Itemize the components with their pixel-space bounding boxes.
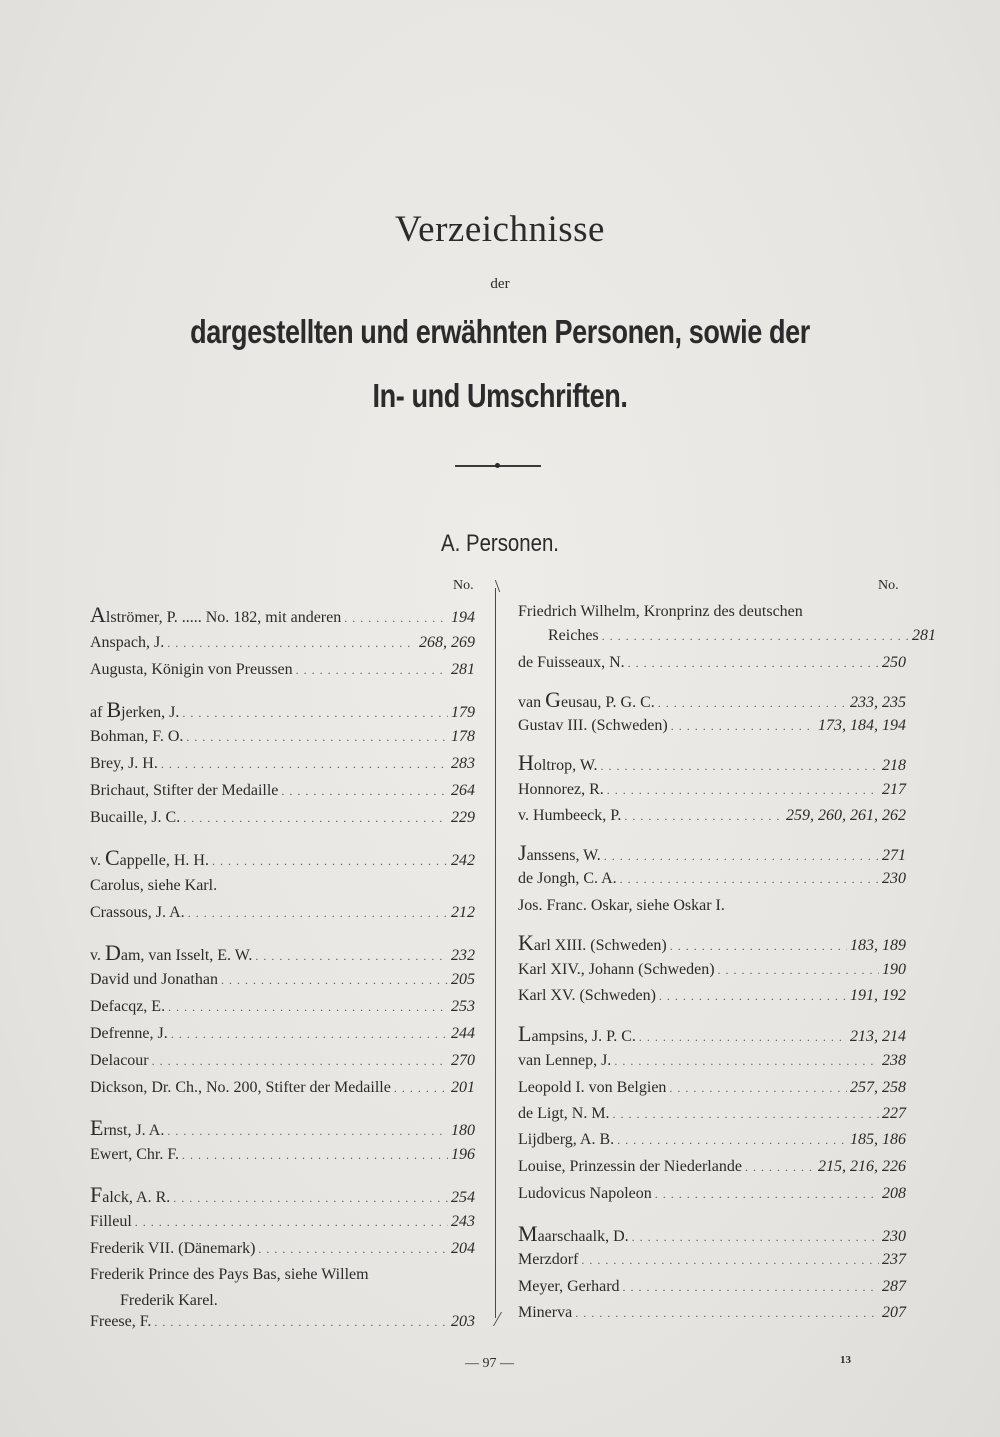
entry-number: 268, 269: [419, 634, 475, 651]
page-title: Verzeichnisse: [395, 209, 605, 250]
entry-initial: B: [106, 697, 122, 722]
entry-text: Leopold I. von Belgien: [518, 1079, 667, 1096]
entry-name: [90, 1115, 165, 1141]
entry-number: 218: [882, 757, 906, 774]
leader-dots: [186, 727, 448, 747]
entry-number: 250: [882, 654, 906, 671]
leader-dots: [745, 1157, 815, 1177]
index-entry: [518, 716, 906, 736]
entry-text: arl XIII. (Schweden): [533, 937, 667, 954]
entry-name: [518, 896, 725, 916]
entry-text: af: [90, 704, 107, 721]
index-entry: [518, 602, 906, 622]
entry-text: Friedrich Wilhelm, Kronprinz des deutschen: [518, 603, 803, 620]
entry-number: 230: [882, 870, 906, 887]
entry-name: [518, 960, 715, 980]
index-entry: [518, 1250, 906, 1270]
entry-name: [90, 1312, 151, 1332]
entry-name: [90, 1145, 179, 1165]
entry-text: v. Humbeeck, P.: [518, 807, 622, 824]
entry-text: Lijdberg, A. B.: [518, 1131, 615, 1148]
leader-dots: [613, 1104, 879, 1124]
column-divider-bottom: [485, 1312, 502, 1326]
entry-number: 180: [451, 1122, 475, 1139]
entry-name: [90, 1212, 132, 1232]
entry-text: Augusta, Königin von Preussen: [90, 661, 293, 678]
leader-dots: [188, 903, 448, 923]
entry-text: Bohman, F. O.: [90, 728, 184, 745]
entry-number: 179: [451, 704, 475, 721]
index-entry: [518, 653, 906, 673]
entry-name: [90, 781, 278, 801]
entry-name: [518, 1303, 572, 1323]
entry-number: 213, 214: [850, 1028, 906, 1045]
leader-dots: [607, 780, 879, 800]
entry-name: [518, 653, 625, 673]
leader-dots: [604, 846, 879, 866]
index-entry: [90, 660, 475, 680]
index-entry: [518, 1184, 906, 1204]
entry-number: 281: [912, 627, 936, 644]
index-entry: [90, 754, 475, 774]
entry-text: eusau, P. G. C.: [561, 694, 655, 711]
entry-number: 254: [451, 1189, 475, 1206]
leader-dots: [639, 1027, 847, 1047]
index-entry: [90, 1115, 475, 1141]
index-entry: [90, 997, 475, 1017]
leader-dots: [623, 1277, 879, 1297]
leader-dots: [173, 1188, 448, 1208]
index-entry: [90, 1024, 475, 1044]
index-entry: [90, 845, 475, 871]
leader-dots: [659, 986, 847, 1006]
entry-text: Louise, Prinzessin der Niederlande: [518, 1158, 742, 1175]
entry-name: [90, 997, 165, 1017]
leader-dots: [669, 1078, 847, 1098]
entry-text: van: [518, 694, 546, 711]
entry-number: 283: [451, 755, 475, 772]
entry-name: [518, 780, 604, 800]
entry-name: [518, 1184, 652, 1204]
entry-name: [518, 1051, 611, 1071]
leader-dots: [183, 808, 448, 828]
entry-initial: K: [518, 930, 534, 955]
entry-name: [518, 986, 656, 1006]
leader-dots: [581, 1250, 879, 1270]
entry-name: [518, 1078, 666, 1098]
entry-number: 232: [451, 947, 475, 964]
index-entry: [518, 896, 906, 916]
title-connector: der: [490, 276, 510, 292]
entry-name: [518, 1157, 742, 1177]
leader-dots: [154, 1312, 448, 1332]
index-entry: [90, 1291, 505, 1311]
entry-number: 207: [882, 1304, 906, 1321]
entry-text: Minerva: [518, 1304, 573, 1321]
entry-initial: C: [104, 845, 120, 870]
index-entry: [90, 1145, 475, 1165]
entry-text: Frederik Karel.: [120, 1292, 218, 1309]
entry-text: Brey, J. H.: [90, 755, 158, 772]
index-entry: [518, 1130, 906, 1150]
entry-number: 194: [451, 609, 475, 626]
entry-name: [90, 697, 180, 723]
leader-dots: [718, 960, 879, 980]
entry-number: 238: [882, 1052, 906, 1069]
entry-text: Karl XV. (Schweden): [518, 987, 656, 1004]
entry-name: [518, 930, 667, 956]
entry-number: 253: [451, 998, 475, 1015]
index-entry: [90, 876, 475, 896]
entry-name: [518, 1221, 629, 1247]
leader-dots: [632, 1227, 879, 1247]
entry-initial: L: [518, 1021, 532, 1046]
entry-text: ampsins, J. P. C.: [531, 1028, 636, 1045]
entry-text: Defacqz, E.: [90, 998, 166, 1015]
leader-dots: [167, 1121, 448, 1141]
index-entry: [518, 780, 906, 800]
entry-number: 233, 235: [850, 694, 906, 711]
entry-text: de Ligt, N. M.: [518, 1105, 610, 1122]
entry-name: [548, 626, 599, 646]
leader-dots: [617, 1130, 847, 1150]
entry-initial: D: [104, 940, 121, 965]
entry-number: 271: [882, 847, 906, 864]
entry-text: de Fuisseaux, N.: [518, 654, 625, 671]
index-entry: [518, 750, 906, 776]
entry-name: [90, 754, 158, 774]
entry-text: David und Jonathan: [90, 971, 218, 988]
index-entry: [518, 1104, 906, 1124]
leader-dots: [394, 1078, 448, 1098]
leader-dots: [670, 936, 847, 956]
leader-dots: [135, 1212, 448, 1232]
entry-text: v.: [90, 947, 105, 964]
entry-text: Honnorez, R.: [518, 781, 604, 798]
entry-text: de Jongh, C. A.: [518, 870, 617, 887]
leader-dots: [168, 997, 448, 1017]
entry-text: Brichaut, Stifter der Medaille: [90, 782, 279, 799]
leader-dots: [182, 1145, 448, 1165]
index-entry: [90, 602, 475, 628]
leader-dots: [161, 754, 448, 774]
leader-dots: [258, 1239, 448, 1259]
leader-dots: [658, 693, 847, 713]
entry-text: rnst, J. A.: [103, 1122, 165, 1139]
leader-dots: [255, 946, 448, 966]
entry-number: 185, 186: [850, 1131, 906, 1148]
leader-dots: [620, 869, 879, 889]
index-entry: [90, 1239, 475, 1259]
index-entry: [90, 940, 475, 966]
entry-text: Jos. Franc. Oskar, siehe Oskar I.: [518, 897, 725, 914]
entry-text: jerken, J.: [121, 704, 180, 721]
leader-dots: [182, 703, 448, 723]
entry-text: Meyer, Gerhard: [518, 1278, 620, 1295]
index-entry: [90, 697, 475, 723]
entry-name: [518, 840, 601, 866]
entry-number: 281: [451, 661, 475, 678]
entry-text: lströmer, P. ..... No. 182, mit anderen: [105, 609, 342, 626]
index-entry: [90, 903, 475, 923]
index-entry: [518, 806, 906, 826]
entry-name: [518, 687, 655, 713]
entry-number: 183, 189: [850, 937, 906, 954]
entry-initial: H: [518, 750, 534, 775]
index-entry: [90, 808, 475, 828]
entry-text: Bucaille, J. C.: [90, 809, 181, 826]
entry-text: Delacour: [90, 1052, 149, 1069]
entry-text: Dickson, Dr. Ch., No. 200, Stifter der Medaille: [90, 1079, 391, 1096]
leader-dots: [281, 781, 448, 801]
column-divider: [495, 588, 496, 1318]
index-entry: [518, 930, 906, 956]
entry-name: [90, 1239, 255, 1259]
entry-name: [518, 1277, 620, 1297]
entry-name: [518, 750, 598, 776]
entry-name: [90, 940, 253, 966]
entry-initial: A: [90, 602, 106, 627]
entry-name: [518, 602, 803, 622]
index-entry: [90, 727, 475, 747]
entry-initial: M: [518, 1221, 538, 1246]
entry-name: [90, 1078, 391, 1098]
entry-name: [90, 1051, 149, 1071]
entry-text: Carolus, siehe Karl.: [90, 877, 218, 894]
entry-text: Filleul: [90, 1213, 132, 1230]
entry-text: Gustav III. (Schweden): [518, 717, 668, 734]
index-entry: [90, 970, 475, 990]
index-entry: [518, 960, 906, 980]
entry-number: 191, 192: [850, 987, 906, 1004]
entry-name: [120, 1291, 218, 1311]
index-entry: [518, 626, 936, 646]
column-header-right: No.: [878, 578, 899, 593]
index-entry: [90, 1182, 475, 1208]
entry-text: Freese, F.: [90, 1313, 152, 1330]
index-entry: [90, 1051, 475, 1071]
index-entry: [90, 633, 475, 653]
entry-text: anssens, W.: [526, 847, 601, 864]
leader-dots: [600, 756, 879, 776]
entry-text: Defrenne, J.: [90, 1025, 168, 1042]
entry-text: van Lennep, J.: [518, 1052, 612, 1069]
entry-number: 178: [451, 728, 475, 745]
entry-number: 227: [882, 1105, 906, 1122]
entry-number: 217: [882, 781, 906, 798]
entry-name: [90, 1024, 168, 1044]
entry-number: 215, 216, 226: [818, 1158, 906, 1175]
entry-text: appelle, H. H.: [119, 852, 209, 869]
entry-initial: F: [90, 1182, 103, 1207]
index-entry: [518, 687, 906, 713]
leader-dots: [296, 660, 448, 680]
leader-dots: [171, 1024, 448, 1044]
entry-number: 237: [882, 1251, 906, 1268]
entry-name: [518, 716, 668, 736]
index-entry: [518, 1221, 906, 1247]
entry-number: 203: [451, 1313, 475, 1330]
entry-text: alck, A. R.: [102, 1189, 171, 1206]
index-entry: [518, 986, 906, 1006]
leader-dots: [624, 806, 783, 826]
entry-number: 212: [451, 904, 475, 921]
entry-initial: G: [545, 687, 561, 712]
entry-name: [90, 845, 209, 871]
leader-dots: [344, 608, 448, 628]
entry-name: [518, 1250, 578, 1270]
entry-name: [90, 970, 218, 990]
entry-number: 270: [451, 1052, 475, 1069]
entry-name: [90, 727, 183, 747]
entry-text: am, van Isselt, E. W.: [120, 947, 253, 964]
entry-number: 242: [451, 852, 475, 869]
entry-name: [90, 633, 164, 653]
entry-text: Karl XIV., Johann (Schweden): [518, 961, 715, 978]
subtitle-line-1: dargestellten und erwähnten Personen, sowie der: [190, 313, 810, 350]
entry-number: 205: [451, 971, 475, 988]
entry-name: [518, 1021, 636, 1047]
entry-number: 259, 260, 261, 262: [786, 807, 906, 824]
entry-text: Ewert, Chr. F.: [90, 1146, 179, 1163]
entry-number: 190: [882, 961, 906, 978]
entry-text: Merzdorf: [518, 1251, 579, 1268]
entry-name: [90, 876, 217, 896]
signature-mark: 13: [840, 1354, 851, 1366]
entry-text: Crassous, J. A.: [90, 904, 185, 921]
index-entry: [518, 1303, 906, 1323]
entry-number: 244: [451, 1025, 475, 1042]
entry-name: [90, 1265, 369, 1285]
entry-initial: E: [90, 1115, 104, 1140]
leader-dots: [575, 1303, 879, 1323]
entry-text: oltrop, W.: [533, 757, 598, 774]
entry-name: [90, 602, 342, 628]
index-entry: [90, 1078, 475, 1098]
entry-number: 204: [451, 1240, 475, 1257]
entry-text: Reiches: [548, 627, 599, 644]
entry-initial: J: [518, 840, 527, 865]
entry-number: 229: [451, 809, 475, 826]
ornament-rule: [455, 465, 541, 467]
entry-name: [90, 808, 180, 828]
index-entry: [90, 1312, 475, 1332]
index-entry: [518, 1021, 906, 1047]
subtitle-line-2: In- und Umschriften.: [372, 377, 628, 414]
index-entry: [518, 1051, 906, 1071]
entry-number: 196: [451, 1146, 475, 1163]
entry-name: [518, 806, 621, 826]
index-entry: [518, 1078, 906, 1098]
entry-text: Ludovicus Napoleon: [518, 1185, 652, 1202]
leader-dots: [167, 633, 416, 653]
index-entry: [90, 781, 475, 801]
leader-dots: [628, 653, 879, 673]
index-entry: [518, 1277, 906, 1297]
entry-number: 173, 184, 194: [818, 717, 906, 734]
entry-number: 201: [451, 1079, 475, 1096]
column-divider-top: [487, 580, 500, 592]
index-entry: [518, 840, 906, 866]
column-header-left: No.: [453, 578, 474, 593]
entry-name: [518, 1104, 610, 1124]
entry-number: 243: [451, 1213, 475, 1230]
entry-name: [90, 1182, 171, 1208]
leader-dots: [614, 1051, 879, 1071]
index-entry: [90, 1265, 475, 1285]
index-entry: [90, 1212, 475, 1232]
entry-number: 208: [882, 1185, 906, 1202]
index-entry: [518, 1157, 906, 1177]
entry-text: v.: [90, 852, 105, 869]
leader-dots: [602, 626, 909, 646]
entry-name: [90, 903, 185, 923]
entry-number: 264: [451, 782, 475, 799]
entry-number: 287: [882, 1278, 906, 1295]
entry-text: Frederik Prince des Pays Bas, siehe Willem: [90, 1266, 369, 1283]
entry-name: [518, 869, 617, 889]
entry-number: 230: [882, 1228, 906, 1245]
entry-text: Frederik VII. (Dänemark): [90, 1240, 256, 1257]
section-title: A. Personen.: [441, 530, 559, 557]
page-number: — 97 —: [465, 1356, 514, 1371]
index-entry: [518, 869, 906, 889]
leader-dots: [152, 1051, 448, 1071]
entry-number: 257, 258: [850, 1079, 906, 1096]
leader-dots: [212, 851, 448, 871]
entry-text: Anspach, J.: [90, 634, 165, 651]
leader-dots: [221, 970, 448, 990]
entry-text: aarschaalk, D.: [537, 1228, 629, 1245]
entry-name: [90, 660, 293, 680]
leader-dots: [655, 1184, 879, 1204]
entry-name: [518, 1130, 614, 1150]
leader-dots: [671, 716, 815, 736]
